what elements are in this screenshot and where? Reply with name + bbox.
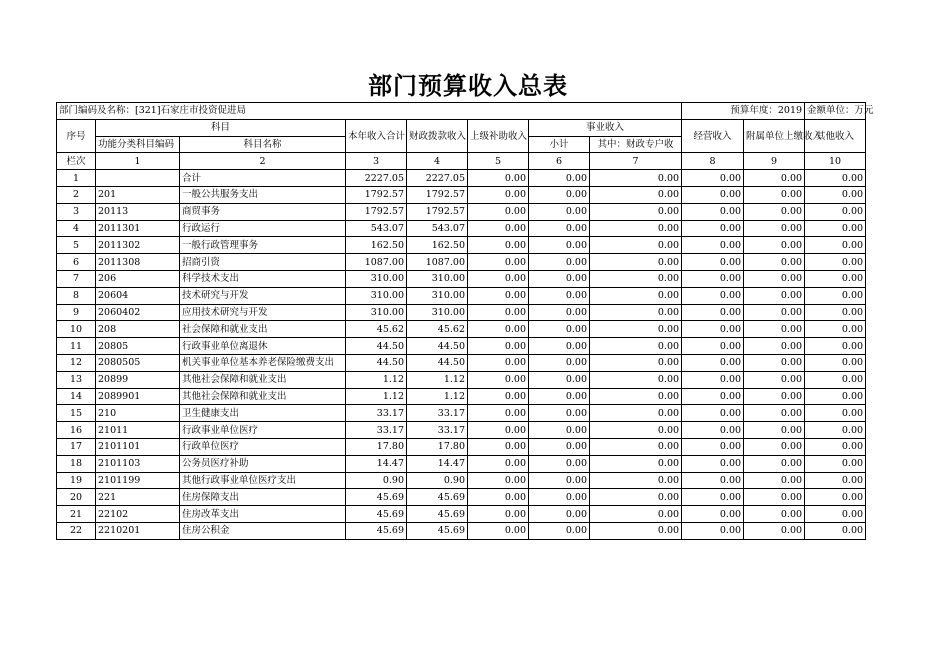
cell-affiliate: 0.00: [744, 338, 805, 355]
cell-code: 2101101: [96, 438, 180, 455]
cell-operating: 0.00: [682, 438, 744, 455]
cell-superior: 0.00: [468, 304, 529, 321]
cell-other: 0.00: [805, 304, 866, 321]
cell-name: 行政单位医疗: [180, 438, 346, 455]
cell-total: 162.50: [346, 237, 407, 254]
cell-fiscal: 2227.05: [407, 170, 468, 187]
cell-code: 2101199: [96, 472, 180, 489]
cell-superior: 0.00: [468, 270, 529, 287]
cell-other: 0.00: [805, 186, 866, 203]
cell-subtotal: 0.00: [529, 422, 590, 439]
cell-superior: 0.00: [468, 388, 529, 405]
cell-affiliate: 0.00: [744, 304, 805, 321]
cell-name: 行政事业单位离退休: [180, 338, 346, 355]
cell-other: 0.00: [805, 522, 866, 539]
cell-special: 0.00: [590, 170, 682, 187]
cell-operating: 0.00: [682, 220, 744, 237]
cell-other: 0.00: [805, 472, 866, 489]
cell-name: 一般公共服务支出: [180, 186, 346, 203]
cell-superior: 0.00: [468, 405, 529, 422]
cell-other: 0.00: [805, 270, 866, 287]
cell-seq: 15: [57, 405, 96, 422]
cell-operating: 0.00: [682, 354, 744, 371]
cell-fiscal: 1087.00: [407, 254, 468, 271]
column-index-num: 8: [682, 153, 744, 170]
cell-code: 2060402: [96, 304, 180, 321]
cell-total: 1.12: [346, 371, 407, 388]
cell-other: 0.00: [805, 438, 866, 455]
cell-affiliate: 0.00: [744, 270, 805, 287]
header-superior: 上级补助收入: [468, 119, 529, 153]
cell-seq: 4: [57, 220, 96, 237]
budget-income-table: [56, 102, 874, 540]
table-row: [57, 472, 866, 489]
cell-other: 0.00: [805, 287, 866, 304]
cell-subtotal: 0.00: [529, 405, 590, 422]
cell-name: 行政运行: [180, 220, 346, 237]
cell-other: 0.00: [805, 220, 866, 237]
cell-affiliate: 0.00: [744, 287, 805, 304]
cell-fiscal: 44.50: [407, 338, 468, 355]
cell-total: 17.80: [346, 438, 407, 455]
cell-total: 45.69: [346, 522, 407, 539]
cell-subtotal: 0.00: [529, 321, 590, 338]
cell-seq: 11: [57, 338, 96, 355]
cell-special: 0.00: [590, 388, 682, 405]
cell-total: 33.17: [346, 422, 407, 439]
cell-code: 2011302: [96, 237, 180, 254]
cell-affiliate: 0.00: [744, 388, 805, 405]
column-index-label: 栏次: [57, 153, 96, 170]
header-row-1: [57, 119, 866, 136]
cell-seq: 19: [57, 472, 96, 489]
cell-subtotal: 0.00: [529, 304, 590, 321]
cell-superior: 0.00: [468, 170, 529, 187]
cell-affiliate: 0.00: [744, 472, 805, 489]
cell-fiscal: 1792.57: [407, 186, 468, 203]
cell-code: 20899: [96, 371, 180, 388]
cell-affiliate: 0.00: [744, 220, 805, 237]
cell-seq: 22: [57, 522, 96, 539]
cell-fiscal: 310.00: [407, 287, 468, 304]
cell-affiliate: 0.00: [744, 522, 805, 539]
cell-name: 卫生健康支出: [180, 405, 346, 422]
cell-operating: 0.00: [682, 237, 744, 254]
cell-special: 0.00: [590, 186, 682, 203]
cell-other: 0.00: [805, 354, 866, 371]
header-total: 本年收入合计: [346, 119, 407, 153]
cell-other: 0.00: [805, 237, 866, 254]
cell-name: 合计: [180, 170, 346, 187]
header-other: 其他收入: [805, 119, 866, 153]
cell-name: 住房保障支出: [180, 489, 346, 506]
cell-superior: 0.00: [468, 354, 529, 371]
cell-fiscal: 44.50: [407, 354, 468, 371]
cell-operating: 0.00: [682, 186, 744, 203]
cell-total: 45.62: [346, 321, 407, 338]
header-code: 功能分类科目编码: [96, 136, 180, 153]
cell-special: 0.00: [590, 270, 682, 287]
cell-special: 0.00: [590, 220, 682, 237]
header-operating: 经营收入: [682, 119, 744, 153]
cell-code: 20805: [96, 338, 180, 355]
cell-code: 2080505: [96, 354, 180, 371]
column-index-num: 3: [346, 153, 407, 170]
cell-special: 0.00: [590, 304, 682, 321]
cell-fiscal: 0.90: [407, 472, 468, 489]
cell-total: 45.69: [346, 489, 407, 506]
cell-operating: 0.00: [682, 522, 744, 539]
cell-operating: 0.00: [682, 472, 744, 489]
table-row: [57, 371, 866, 388]
dept-label: 部门编码及名称：[321]石家庄市投资促进局: [57, 103, 682, 120]
cell-total: 44.50: [346, 338, 407, 355]
cell-affiliate: 0.00: [744, 237, 805, 254]
cell-operating: 0.00: [682, 170, 744, 187]
cell-other: 0.00: [805, 388, 866, 405]
cell-operating: 0.00: [682, 506, 744, 523]
cell-superior: 0.00: [468, 422, 529, 439]
cell-affiliate: 0.00: [744, 254, 805, 271]
cell-fiscal: 543.07: [407, 220, 468, 237]
cell-affiliate: 0.00: [744, 455, 805, 472]
cell-special: 0.00: [590, 321, 682, 338]
cell-fiscal: 45.69: [407, 522, 468, 539]
table-row: [57, 354, 866, 371]
budget-year: 预算年度：2019: [682, 103, 805, 120]
cell-special: 0.00: [590, 237, 682, 254]
cell-fiscal: 17.80: [407, 438, 468, 455]
table-row: [57, 388, 866, 405]
cell-fiscal: 33.17: [407, 422, 468, 439]
table-row: [57, 304, 866, 321]
cell-seq: 7: [57, 270, 96, 287]
cell-subtotal: 0.00: [529, 254, 590, 271]
cell-fiscal: 310.00: [407, 270, 468, 287]
cell-code: 201: [96, 186, 180, 203]
cell-operating: 0.00: [682, 270, 744, 287]
cell-other: 0.00: [805, 455, 866, 472]
cell-name: 应用技术研究与开发: [180, 304, 346, 321]
column-index-num: 10: [805, 153, 866, 170]
cell-fiscal: 45.62: [407, 321, 468, 338]
cell-other: 0.00: [805, 254, 866, 271]
cell-code: 2011301: [96, 220, 180, 237]
cell-subtotal: 0.00: [529, 438, 590, 455]
cell-subtotal: 0.00: [529, 270, 590, 287]
cell-operating: 0.00: [682, 388, 744, 405]
cell-operating: 0.00: [682, 287, 744, 304]
column-index-num: 4: [407, 153, 468, 170]
cell-other: 0.00: [805, 170, 866, 187]
cell-superior: 0.00: [468, 472, 529, 489]
cell-subtotal: 0.00: [529, 371, 590, 388]
cell-subtotal: 0.00: [529, 522, 590, 539]
cell-superior: 0.00: [468, 455, 529, 472]
header-affiliate: 附属单位上缴收入: [744, 119, 805, 153]
cell-superior: 0.00: [468, 203, 529, 220]
column-index-num: 7: [590, 153, 682, 170]
header-fiscal: 财政拨款收入: [407, 119, 468, 153]
cell-total: 44.50: [346, 354, 407, 371]
header-career: 事业收入: [529, 119, 682, 136]
cell-seq: 18: [57, 455, 96, 472]
cell-code: 20113: [96, 203, 180, 220]
cell-special: 0.00: [590, 354, 682, 371]
cell-fiscal: 162.50: [407, 237, 468, 254]
cell-affiliate: 0.00: [744, 321, 805, 338]
cell-subtotal: 0.00: [529, 455, 590, 472]
cell-special: 0.00: [590, 422, 682, 439]
table-row: [57, 254, 866, 271]
cell-code: 206: [96, 270, 180, 287]
cell-code: [96, 170, 180, 187]
table-row: [57, 338, 866, 355]
cell-seq: 21: [57, 506, 96, 523]
cell-fiscal: 1792.57: [407, 203, 468, 220]
cell-name: 其他社会保障和就业支出: [180, 371, 346, 388]
cell-subtotal: 0.00: [529, 170, 590, 187]
cell-operating: 0.00: [682, 304, 744, 321]
cell-superior: 0.00: [468, 237, 529, 254]
cell-fiscal: 45.69: [407, 489, 468, 506]
cell-subtotal: 0.00: [529, 338, 590, 355]
cell-seq: 12: [57, 354, 96, 371]
cell-total: 543.07: [346, 220, 407, 237]
cell-operating: 0.00: [682, 455, 744, 472]
cell-affiliate: 0.00: [744, 405, 805, 422]
cell-special: 0.00: [590, 489, 682, 506]
cell-special: 0.00: [590, 371, 682, 388]
cell-operating: 0.00: [682, 371, 744, 388]
cell-special: 0.00: [590, 472, 682, 489]
table-row: [57, 220, 866, 237]
cell-name: 住房公积金: [180, 522, 346, 539]
cell-total: 310.00: [346, 270, 407, 287]
cell-special: 0.00: [590, 438, 682, 455]
cell-total: 310.00: [346, 287, 407, 304]
table-row: [57, 203, 866, 220]
cell-name: 机关事业单位基本养老保险缴费支出: [180, 354, 346, 371]
table-row: [57, 455, 866, 472]
cell-code: 2101103: [96, 455, 180, 472]
cell-total: 1792.57: [346, 186, 407, 203]
header-seq: 序号: [57, 119, 96, 153]
table-row: [57, 170, 866, 187]
cell-code: 22102: [96, 506, 180, 523]
cell-subtotal: 0.00: [529, 388, 590, 405]
cell-subtotal: 0.00: [529, 472, 590, 489]
cell-operating: 0.00: [682, 321, 744, 338]
cell-total: 1.12: [346, 388, 407, 405]
cell-seq: 8: [57, 287, 96, 304]
amount-unit: 金额单位：万元: [805, 103, 866, 120]
cell-name: 公务员医疗补助: [180, 455, 346, 472]
cell-code: 208: [96, 321, 180, 338]
cell-fiscal: 45.69: [407, 506, 468, 523]
cell-other: 0.00: [805, 422, 866, 439]
page-title: 部门预算收入总表: [368, 72, 568, 100]
cell-code: 210: [96, 405, 180, 422]
cell-total: 33.17: [346, 405, 407, 422]
cell-total: 2227.05: [346, 170, 407, 187]
cell-operating: 0.00: [682, 338, 744, 355]
cell-superior: 0.00: [468, 438, 529, 455]
table-row: [57, 522, 866, 539]
cell-name: 社会保障和就业支出: [180, 321, 346, 338]
cell-special: 0.00: [590, 203, 682, 220]
cell-affiliate: 0.00: [744, 422, 805, 439]
cell-affiliate: 0.00: [744, 203, 805, 220]
cell-name: 一般行政管理事务: [180, 237, 346, 254]
cell-superior: 0.00: [468, 321, 529, 338]
cell-code: 2011308: [96, 254, 180, 271]
header-subject: 科目: [96, 119, 346, 136]
column-index-num: 1: [96, 153, 180, 170]
cell-superior: 0.00: [468, 254, 529, 271]
cell-subtotal: 0.00: [529, 220, 590, 237]
cell-seq: 16: [57, 422, 96, 439]
cell-other: 0.00: [805, 203, 866, 220]
cell-other: 0.00: [805, 506, 866, 523]
cell-affiliate: 0.00: [744, 438, 805, 455]
cell-code: 2089901: [96, 388, 180, 405]
cell-special: 0.00: [590, 338, 682, 355]
cell-superior: 0.00: [468, 522, 529, 539]
cell-total: 45.69: [346, 506, 407, 523]
column-index-num: 9: [744, 153, 805, 170]
cell-affiliate: 0.00: [744, 489, 805, 506]
table-row: [57, 321, 866, 338]
cell-seq: 1: [57, 170, 96, 187]
column-index-num: 5: [468, 153, 529, 170]
table-row: [57, 422, 866, 439]
cell-special: 0.00: [590, 455, 682, 472]
cell-superior: 0.00: [468, 338, 529, 355]
cell-name: 行政事业单位医疗: [180, 422, 346, 439]
cell-affiliate: 0.00: [744, 371, 805, 388]
cell-other: 0.00: [805, 371, 866, 388]
cell-superior: 0.00: [468, 489, 529, 506]
cell-seq: 2: [57, 186, 96, 203]
cell-seq: 3: [57, 203, 96, 220]
cell-other: 0.00: [805, 321, 866, 338]
cell-subtotal: 0.00: [529, 354, 590, 371]
cell-special: 0.00: [590, 506, 682, 523]
cell-other: 0.00: [805, 489, 866, 506]
cell-subtotal: 0.00: [529, 203, 590, 220]
cell-superior: 0.00: [468, 371, 529, 388]
table-row: [57, 506, 866, 523]
cell-total: 310.00: [346, 304, 407, 321]
cell-superior: 0.00: [468, 506, 529, 523]
cell-seq: 10: [57, 321, 96, 338]
table-row: [57, 270, 866, 287]
cell-special: 0.00: [590, 287, 682, 304]
cell-affiliate: 0.00: [744, 506, 805, 523]
cell-seq: 20: [57, 489, 96, 506]
table-row: [57, 438, 866, 455]
table-row: [57, 237, 866, 254]
cell-name: 其他社会保障和就业支出: [180, 388, 346, 405]
cell-seq: 5: [57, 237, 96, 254]
cell-seq: 17: [57, 438, 96, 455]
cell-operating: 0.00: [682, 254, 744, 271]
column-index-num: 6: [529, 153, 590, 170]
cell-total: 14.47: [346, 455, 407, 472]
cell-affiliate: 0.00: [744, 170, 805, 187]
cell-total: 0.90: [346, 472, 407, 489]
header-name: 科目名称: [180, 136, 346, 153]
cell-fiscal: 14.47: [407, 455, 468, 472]
cell-seq: 14: [57, 388, 96, 405]
cell-subtotal: 0.00: [529, 287, 590, 304]
cell-affiliate: 0.00: [744, 186, 805, 203]
cell-name: 科学技术支出: [180, 270, 346, 287]
cell-subtotal: 0.00: [529, 506, 590, 523]
cell-operating: 0.00: [682, 405, 744, 422]
table-row: [57, 405, 866, 422]
cell-fiscal: 1.12: [407, 371, 468, 388]
cell-subtotal: 0.00: [529, 489, 590, 506]
cell-superior: 0.00: [468, 186, 529, 203]
cell-name: 住房改革支出: [180, 506, 346, 523]
cell-superior: 0.00: [468, 287, 529, 304]
cell-name: 商贸事务: [180, 203, 346, 220]
cell-fiscal: 310.00: [407, 304, 468, 321]
cell-code: 221: [96, 489, 180, 506]
cell-special: 0.00: [590, 405, 682, 422]
table-row: [57, 287, 866, 304]
cell-other: 0.00: [805, 338, 866, 355]
cell-subtotal: 0.00: [529, 186, 590, 203]
header-special: 其中：财政专户收: [590, 136, 682, 153]
cell-total: 1087.00: [346, 254, 407, 271]
cell-name: 招商引资: [180, 254, 346, 271]
cell-code: 21011: [96, 422, 180, 439]
table-row: [57, 489, 866, 506]
cell-affiliate: 0.00: [744, 354, 805, 371]
cell-code: 20604: [96, 287, 180, 304]
cell-operating: 0.00: [682, 489, 744, 506]
cell-special: 0.00: [590, 522, 682, 539]
cell-seq: 13: [57, 371, 96, 388]
cell-fiscal: 1.12: [407, 388, 468, 405]
cell-operating: 0.00: [682, 203, 744, 220]
cell-subtotal: 0.00: [529, 237, 590, 254]
cell-total: 1792.57: [346, 203, 407, 220]
table-row: [57, 186, 866, 203]
cell-other: 0.00: [805, 405, 866, 422]
header-subtotal: 小计: [529, 136, 590, 153]
cell-name: 其他行政事业单位医疗支出: [180, 472, 346, 489]
cell-fiscal: 33.17: [407, 405, 468, 422]
cell-special: 0.00: [590, 254, 682, 271]
info-row: [57, 103, 866, 120]
cell-operating: 0.00: [682, 422, 744, 439]
cell-name: 技术研究与开发: [180, 287, 346, 304]
cell-superior: 0.00: [468, 220, 529, 237]
cell-seq: 6: [57, 254, 96, 271]
cell-seq: 9: [57, 304, 96, 321]
column-index-num: 2: [180, 153, 346, 170]
column-index-row: [57, 153, 866, 170]
cell-code: 2210201: [96, 522, 180, 539]
